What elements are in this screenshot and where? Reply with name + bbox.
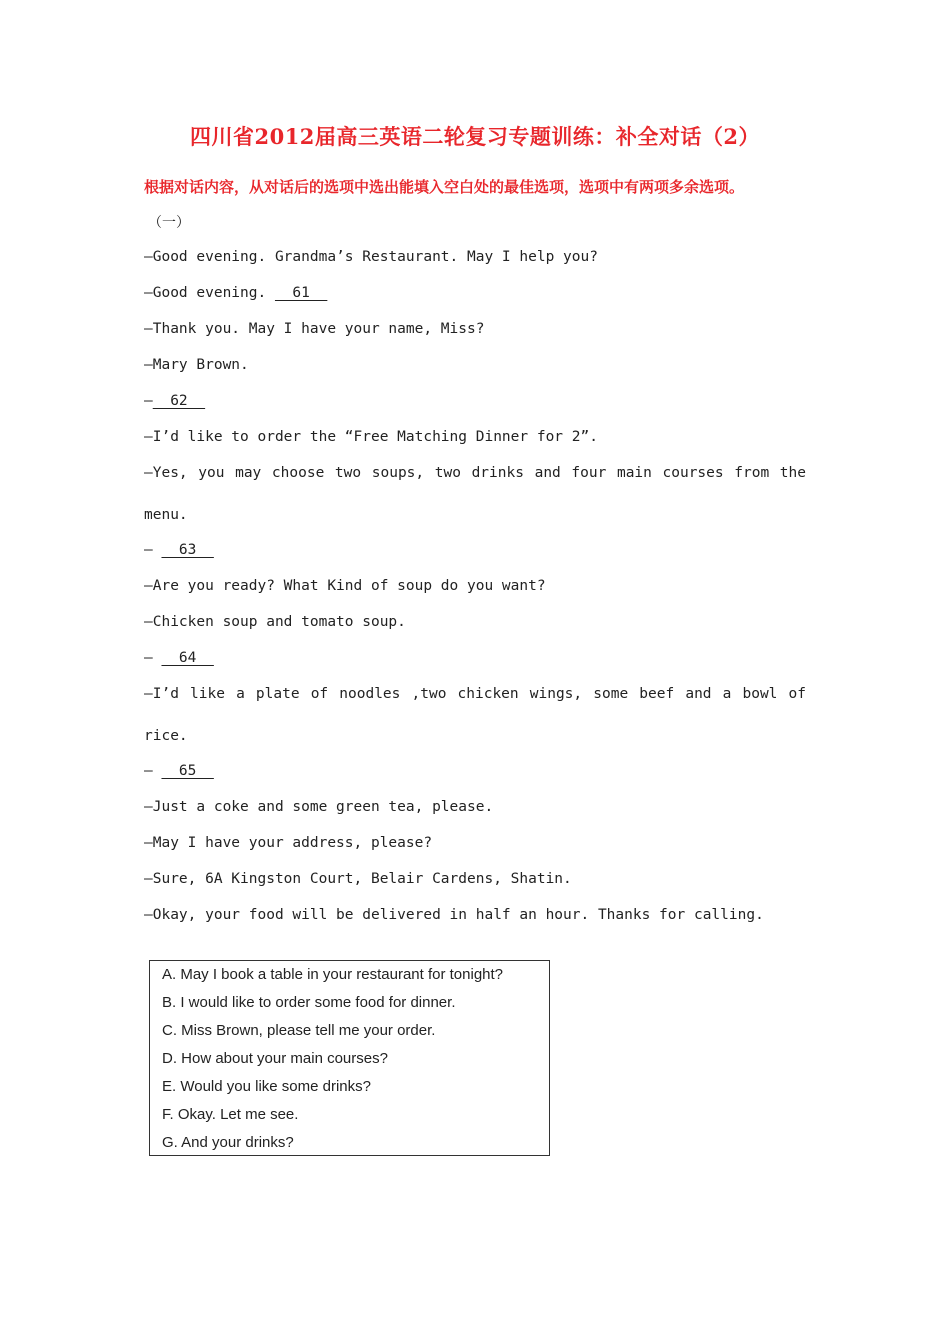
dialogue-line-10: —Chicken soup and tomato soup. xyxy=(144,614,406,630)
dialogue-line-1: —Good evening. Grandma’s Restaurant. May I help you? xyxy=(144,249,598,265)
dialogue-line-14: —Just a coke and some green tea, please. xyxy=(144,799,494,815)
option-f: F. Okay. Let me see. xyxy=(162,1106,299,1123)
instruction-text: 根据对话内容，从对话后的选项中选出能填入空白处的最佳选项，选项中有两项多余选项。 xyxy=(144,178,745,196)
dialogue-line-9: —Are you ready? What Kind of soup do you want? xyxy=(144,578,546,594)
dialogue-text: —Good evening. xyxy=(144,285,275,301)
dialogue-line-13 xyxy=(144,763,214,779)
dialogue-line-5 xyxy=(144,393,205,409)
option-e: E. Would you like some drinks? xyxy=(162,1078,371,1095)
dialogue-text: — xyxy=(144,650,162,666)
dialogue-line-11 xyxy=(144,650,214,666)
dialogue-line-16: —Sure, 6A Kingston Court, Belair Cardens, Shatin. xyxy=(144,871,572,887)
blank-63: 63 xyxy=(161,542,214,558)
option-a: A. May I book a table in your restaurant for tonight? xyxy=(162,966,504,983)
dialogue-line-6: —I’d like to order the “Free Matching Dinner for 2”. xyxy=(144,429,598,445)
dialogue-line-12b: rice. xyxy=(144,728,188,744)
options-box xyxy=(149,960,550,1156)
dialogue-line-12a: —I’d like a plate of noodles ,two chicken wings, some beef and a bowl of xyxy=(144,686,806,702)
blank-61: 61 xyxy=(274,285,328,301)
option-b: B. I would like to order some food for dinner. xyxy=(162,994,456,1011)
blank-62: 62 xyxy=(152,393,206,409)
option-g: G. And your drinks? xyxy=(162,1134,294,1151)
blank-64: 64 xyxy=(161,650,214,666)
dialogue-text: — xyxy=(144,542,162,558)
dialogue-line-2 xyxy=(144,285,327,301)
section-label: （一） xyxy=(148,215,190,231)
page-title: 四川省2012届高三英语二轮复习专题训练：补全对话（2） xyxy=(189,124,761,149)
dialogue-line-17: —Okay, your food will be delivered in half an hour. Thanks for calling. xyxy=(144,907,764,923)
dialogue-line-7b: menu. xyxy=(144,507,188,523)
dialogue-text: — xyxy=(144,763,162,779)
dialogue-line-8 xyxy=(144,542,214,558)
dialogue-text: — xyxy=(144,393,153,409)
option-d: D. How about your main courses? xyxy=(162,1050,388,1067)
blank-65: 65 xyxy=(161,763,214,779)
dialogue-line-4: —Mary Brown. xyxy=(144,357,249,373)
dialogue-line-3: —Thank you. May I have your name, Miss? xyxy=(144,321,485,337)
option-c: C. Miss Brown, please tell me your order. xyxy=(162,1022,436,1039)
dialogue-line-15: —May I have your address, please? xyxy=(144,835,433,851)
dialogue-line-7a: —Yes, you may choose two soups, two drinks and four main courses from the xyxy=(144,465,806,481)
